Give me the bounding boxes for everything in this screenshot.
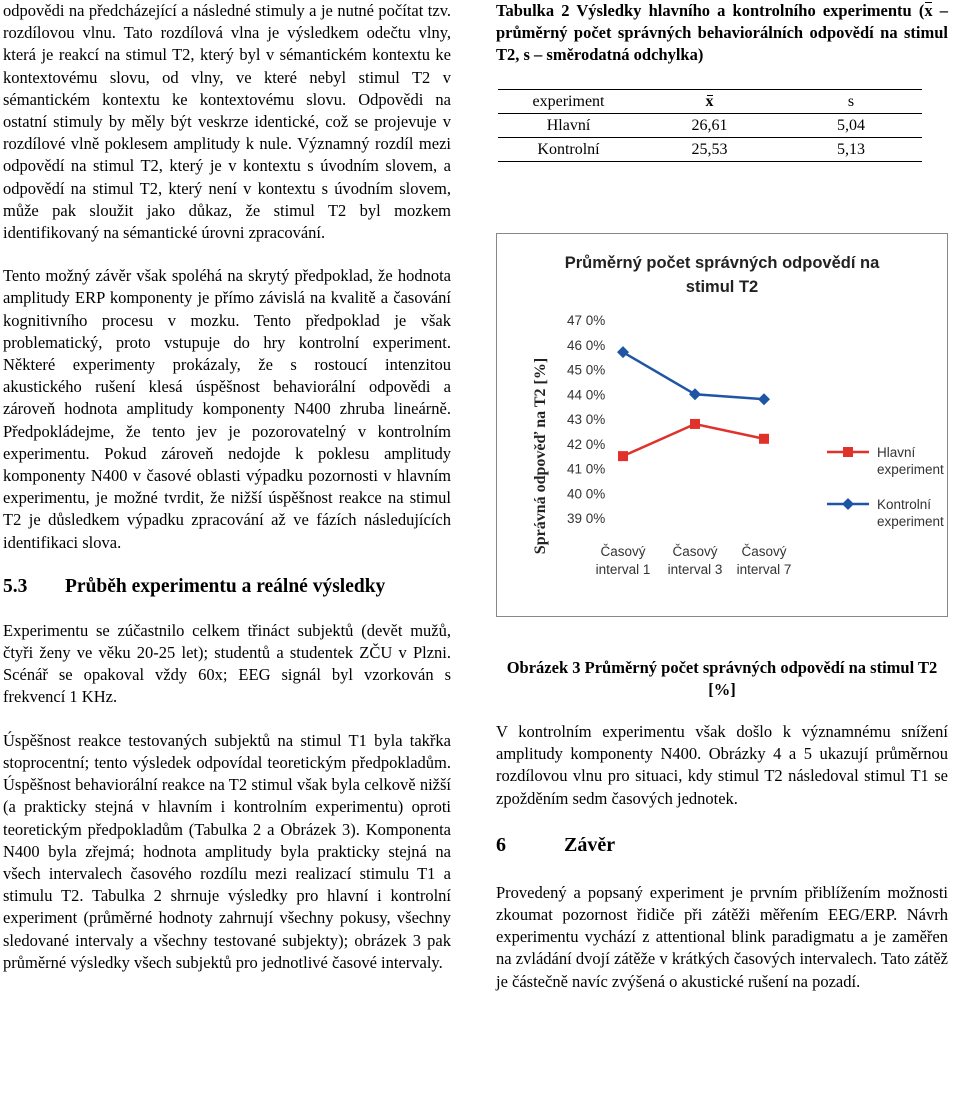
cell-mean: 25,53	[639, 138, 780, 162]
data-point	[690, 419, 700, 429]
paragraph-conclusion: Provedený a popsaný experiment je prvním přiblížením možnosti zkoumat pozornost řidiče při zátěži měřením EEG/ERP. Návrh experimentu vychází z attentional blink paradigmatu a je zaměřen na zvládání dvojí zátěže v krátkých časových intervalech. Tato zátěž je částečně navíc zvýšená o akustické rušení na pozadí.	[496, 882, 948, 991]
cell-sd: 5,13	[780, 138, 922, 162]
y-tick-label: 46 0%	[567, 337, 606, 353]
cell-sd: 5,04	[780, 114, 922, 138]
data-point	[617, 346, 629, 358]
table-row	[498, 138, 922, 162]
y-axis-label: Správná odpověď na T2 [%]	[532, 357, 549, 555]
y-tick-labels	[567, 313, 605, 526]
y-tick-label: 41 0%	[567, 461, 606, 477]
x-tick-label: interval 7	[736, 562, 792, 577]
table-header-row	[498, 90, 922, 114]
section-number: 5.3	[3, 575, 28, 597]
right-column	[496, 0, 948, 991]
y-tick-label: 47 0%	[567, 313, 606, 328]
legend	[827, 445, 944, 529]
cell-experiment: Hlavní	[498, 114, 639, 138]
line-chart	[497, 234, 947, 616]
series-group	[617, 346, 770, 461]
header-experiment: experiment	[498, 90, 639, 114]
cell-mean: 26,61	[639, 114, 780, 138]
y-tick-label: 44 0%	[567, 387, 606, 403]
y-tick-label: 42 0%	[567, 436, 606, 452]
cell-experiment: Kontrolní	[498, 138, 639, 162]
section-heading-6	[496, 834, 948, 857]
mean-symbol: x	[924, 1, 933, 20]
data-point	[758, 393, 770, 405]
chart-title-line2: stimul T2	[685, 278, 759, 296]
y-tick-label: 39 0%	[567, 511, 606, 526]
results-table	[498, 89, 922, 162]
paragraph-results: Úspěšnost reakce testovaných subjektů na stimul T1 byla takřka stoprocentní; tento výsledek odpovídal teoretickým předpokladům. Úspěšnost behaviorální reakce na T2 stimul však byla celkově nižší (a prakticky stejná v hlavním i kontrolním experimentu) oproti teoretickým předpokladům (Tabulka 2 a Obrázek 3). Komponenta N400 byla zřejmá; hodnota amplitudy byla prakticky stejná na všech intervalech časového rozdílu mezi realizací stimulu T1 a stimulu T2. Tabulka 2 shrnuje výsledky pro hlavní i kontrolní experiment (průměrné hodnoty zahrnují všechny pokusy, všechny sledované intervaly a všechny testované subjekty); obrázek 3 pak průměrné výsledky všech subjektů pro jednotlivé časové intervaly.	[3, 730, 451, 972]
x-tick-label: Časový	[672, 544, 718, 559]
data-point	[689, 388, 701, 400]
section-heading-5-3	[3, 576, 451, 598]
table-caption-text-end: – průměrný počet správných behaviorálních odpovědí na stimul T2, s – směrodatná odchylka)	[496, 1, 948, 64]
legend-swatch-marker	[842, 498, 854, 510]
y-tick-label: 45 0%	[567, 362, 606, 378]
figure-caption: Obrázek 3 Průměrný počet správných odpovědí na stimul T2 [%]	[506, 658, 938, 699]
paragraph-subjects: Experimentu se zúčastnilo celkem třináct subjektů (devět mužů, čtyři ženy ve věku 20-25 let); studentů a studentek ZČU v Plzni. Scénář se opakoval vždy 60x; EEG signál byl vzorkován s frekvencí 1 KHz.	[3, 620, 451, 707]
figure-3-chart	[496, 233, 948, 617]
x-tick-label: Časový	[600, 544, 646, 559]
table-caption-text-start: Tabulka 2 Výsledky hlavního a kontrolního experimentu (	[496, 1, 925, 20]
legend-label: experiment	[877, 462, 944, 477]
data-point	[759, 434, 769, 444]
legend-label: Kontrolní	[877, 497, 932, 512]
y-tick-label: 43 0%	[567, 412, 606, 427]
left-column	[3, 0, 451, 974]
paragraph-assumption: Tento možný závěr však spoléhá na skrytý předpoklad, že hodnota amplitudy ERP komponenty je přímo závislá na kvalitě a časování kognitivního procesu v mozku. Tento předpoklad je však problematický, proto vstupuje do hry kontrolní experiment. Některé experimenty prokázaly, že s rostoucí intenzitou akustického rušení klesá úspěšnost behaviorální odpovědi a zároveň hodnota amplitudy komponenty N400 zhruba lineárně. Předpokládejme, že tento jev je pozorovatelný v kontrolním experimentu. Pokud zároveň nedojde k poklesu amplitudy komponenty N400 v časové oblasti výpadku pozornosti v hlavním experimentu, je možné tvrdit, že nižší úspěšnost reakce na stimul T2 je důsledkem výpadku zpracování až ve fázích následujících identifikaci slova.	[3, 266, 451, 552]
x-tick-label: interval 1	[595, 562, 651, 577]
section-title: Závěr	[564, 833, 616, 856]
paragraph-difference-wave: odpovědi na předcházející a následné stimuly a je nutné počítat tzv. rozdílovou vlnu. Tato rozdílová vlna je výsledkem odečtu vlny, která je reakcí na stimul T2, který byl v sémantickém kontextu ke kontextovému slovu, od vlny, ve které nebyl stimul T2 v sémantickém kontextu ke kontextovému slovu. Odpovědi na ostatní stimuly by měly být veskrze identické, což se projevuje v rozdílové vlně poklesem amplitudy k nule. Významný rozdíl mezi odpovědí na stimul T2, který je v kontextu s úvodním slovem, a odpovědí na stimul T2, který není v kontextu s úvodním slovem, může pak sloužit jako důkaz, že stimul T2 byl mozkem identifikovaný na sémantické úrovni zpracování.	[3, 1, 451, 243]
section-number: 6	[496, 833, 506, 856]
legend-swatch-marker	[843, 447, 853, 457]
data-point	[618, 451, 628, 461]
y-tick-label: 40 0%	[567, 486, 606, 502]
right-lower-text	[496, 721, 948, 993]
section-title: Průběh experimentu a reálné výsledky	[65, 575, 386, 597]
legend-label: Hlavní	[877, 445, 916, 460]
paragraph-control-experiment: V kontrolním experimentu však došlo k významnému snížení amplitudy komponenty N400. Obrázky 4 a 5 ukazují průměrnou rozdílovou vlnu pro situaci, kdy stimul T2 následoval stimul T1 se zpožděním sedm časových jednotek.	[496, 722, 948, 808]
legend-label: experiment	[877, 514, 944, 529]
header-mean-symbol: x	[705, 92, 714, 110]
table-row	[498, 114, 922, 138]
table-caption	[496, 0, 948, 66]
x-tick-label: interval 3	[667, 562, 723, 577]
header-mean	[639, 90, 780, 114]
x-tick-label: Časový	[741, 544, 787, 559]
x-tick-labels	[596, 544, 792, 577]
chart-title-line1: Průměrný počet správných odpovědí na	[564, 254, 880, 272]
header-sd: s	[780, 90, 922, 114]
